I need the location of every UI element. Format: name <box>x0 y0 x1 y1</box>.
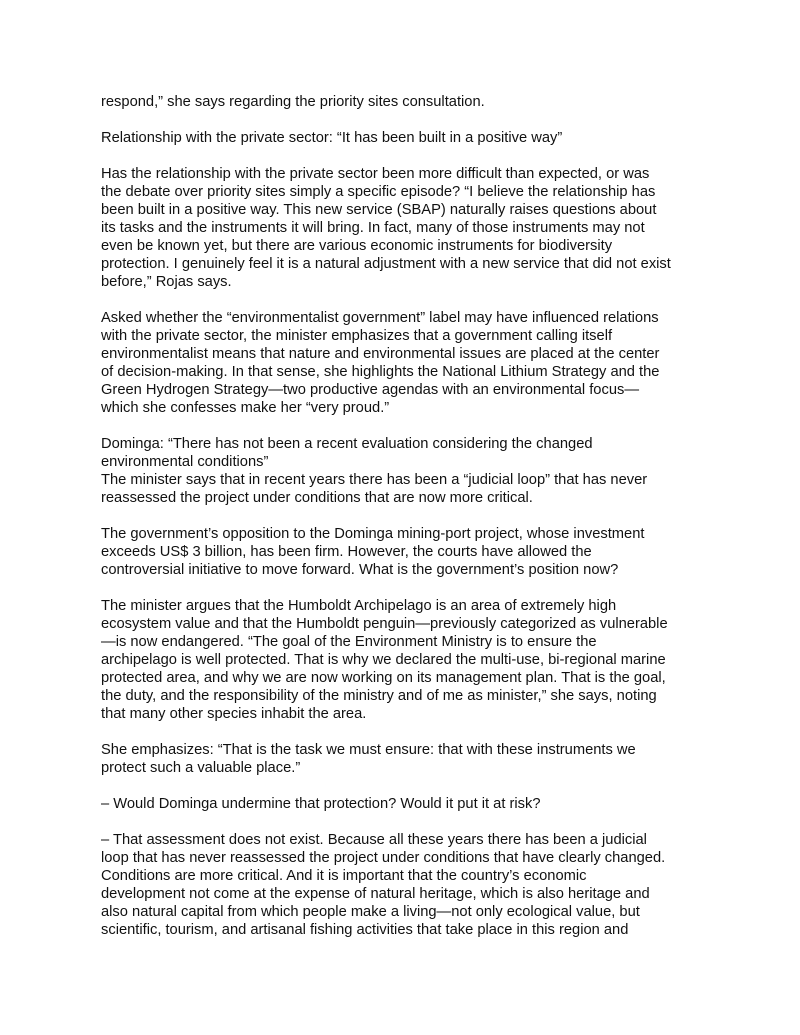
text-line: —is now endangered. “The goal of the Environment Ministry is to ensure the <box>101 634 597 650</box>
text-line: protection. I genuinely feel it is a natural adjustment with a new service that did not exist <box>101 256 671 272</box>
text-line: been built in a positive way. This new service (SBAP) naturally raises questions about <box>101 202 657 218</box>
text-line: Green Hydrogen Strategy—two productive agendas with an environmental focus— <box>101 382 640 398</box>
section-heading-private-sector <box>101 129 706 147</box>
text-line: environmental conditions” <box>101 454 269 470</box>
document-page <box>101 93 706 957</box>
text-line: the duty, and the responsibility of the ministry and of me as minister,” she says, noting <box>101 688 657 704</box>
text-line: which she confesses make her “very proud.” <box>101 400 390 416</box>
text-line: Asked whether the “environmentalist government” label may have influenced relations <box>101 310 659 326</box>
interview-question <box>101 795 706 813</box>
text-line: The minister argues that the Humboldt Archipelago is an area of extremely high <box>101 598 617 614</box>
text-line: reassessed the project under conditions that are now more critical. <box>101 490 533 506</box>
text-line: Conditions are more critical. And it is important that the country’s economic <box>101 868 587 884</box>
text-line: Relationship with the private sector: “It has been built in a positive way” <box>101 130 563 146</box>
text-line: the debate over priority sites simply a specific episode? “I believe the relationship has <box>101 184 656 200</box>
paragraph-environmentalist-government <box>101 309 706 417</box>
paragraph-humboldt-archipelago <box>101 597 706 723</box>
text-line: archipelago is well protected. That is why we declared the multi-use, bi-regional marine <box>101 652 666 668</box>
paragraph-government-opposition <box>101 525 706 579</box>
text-line: respond,” she says regarding the priority sites consultation. <box>101 94 485 110</box>
text-line: its tasks and the instruments it will bring. In fact, many of those instruments may not <box>101 220 645 236</box>
text-line: She emphasizes: “That is the task we must ensure: that with these instruments we <box>101 742 636 758</box>
text-line: that many other species inhabit the area. <box>101 706 367 722</box>
text-line: even be known yet, but there are various economic instruments for biodiversity <box>101 238 613 254</box>
paragraph-continuation <box>101 93 706 111</box>
text-line: exceeds US$ 3 billion, has been firm. However, the courts have allowed the <box>101 544 592 560</box>
text-line: also natural capital from which people make a living—not only ecological value, but <box>101 904 640 920</box>
text-line: protect such a valuable place.” <box>101 760 301 776</box>
interview-answer <box>101 831 706 939</box>
text-line: loop that has never reassessed the project under conditions that have clearly changed. <box>101 850 666 866</box>
section-heading-dominga <box>101 435 706 507</box>
text-line: protected area, and why we are now working on its management plan. That is the goal, <box>101 670 666 686</box>
text-line: Has the relationship with the private sector been more difficult than expected, or was <box>101 166 650 182</box>
paragraph-private-sector-relationship <box>101 165 706 291</box>
text-line: development not come at the expense of natural heritage, which is also heritage and <box>101 886 650 902</box>
text-line: – Would Dominga undermine that protection? Would it put it at risk? <box>101 796 541 812</box>
text-line: scientific, tourism, and artisanal fishing activities that take place in this region and <box>101 922 629 938</box>
text-line: The government’s opposition to the Dominga mining-port project, whose investment <box>101 526 645 542</box>
text-line: Dominga: “There has not been a recent evaluation considering the changed <box>101 436 593 452</box>
text-line: with the private sector, the minister emphasizes that a government calling itself <box>101 328 613 344</box>
text-line: ecosystem value and that the Humboldt penguin—previously categorized as vulnerable <box>101 616 668 632</box>
text-line: before,” Rojas says. <box>101 274 232 290</box>
paragraph-task-quote <box>101 741 706 777</box>
text-line: environmentalist means that nature and environmental issues are placed at the center <box>101 346 660 362</box>
text-line: of decision-making. In that sense, she highlights the National Lithium Strategy and the <box>101 364 660 380</box>
text-line: controversial initiative to move forward. What is the government’s position now? <box>101 562 619 578</box>
text-line: – That assessment does not exist. Because all these years there has been a judicial <box>101 832 647 848</box>
text-line: The minister says that in recent years there has been a “judicial loop” that has never <box>101 472 648 488</box>
